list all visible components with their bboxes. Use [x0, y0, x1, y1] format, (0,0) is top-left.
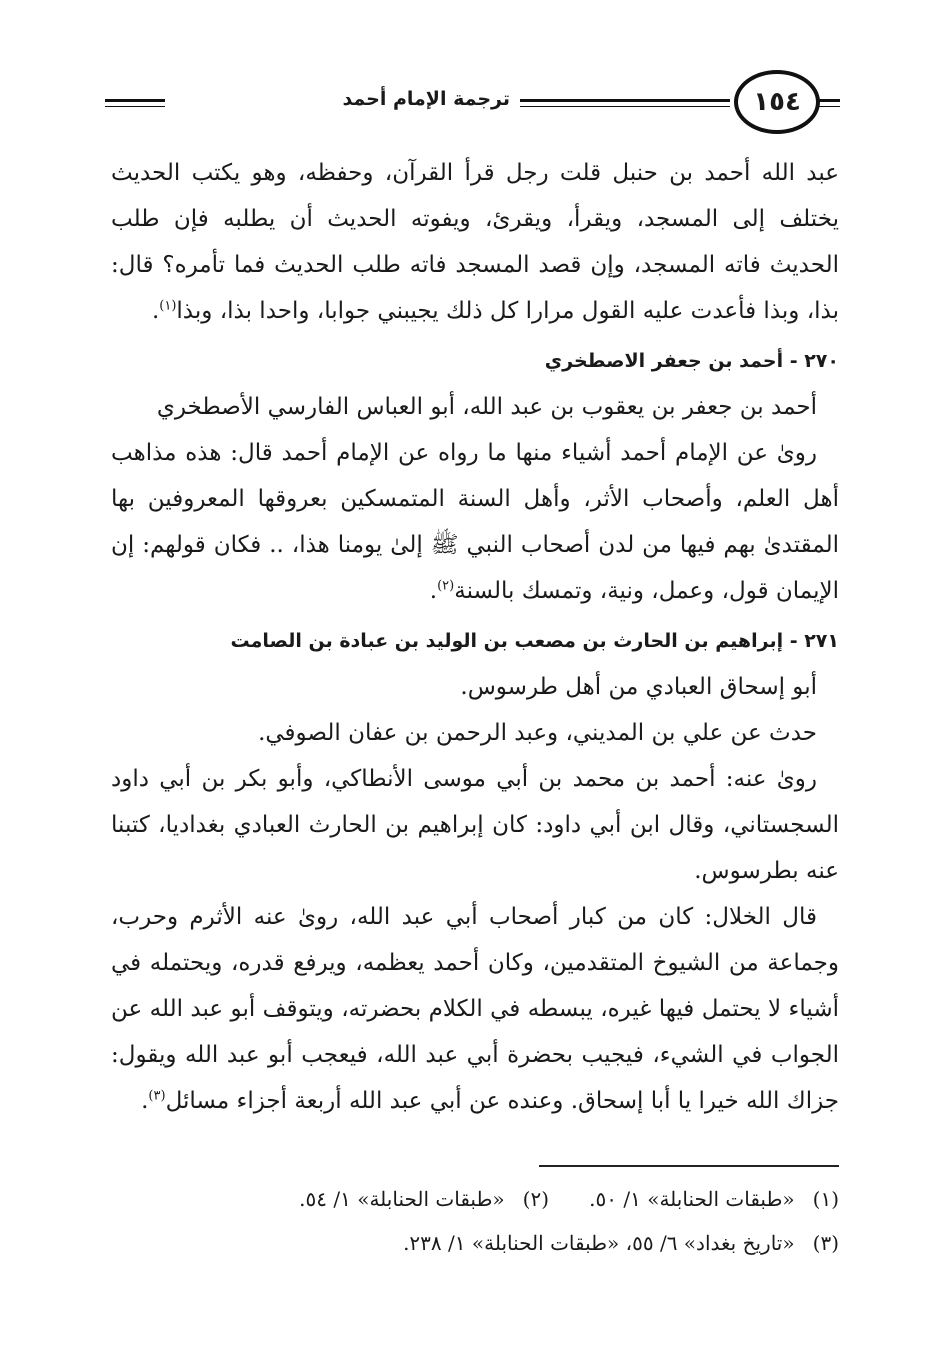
running-title: ترجمة الإمام أحمد	[342, 88, 510, 110]
footnote-ref-1[interactable]: (١)	[159, 298, 177, 314]
header-rule-right	[818, 99, 840, 107]
entry-heading-270: ٢٧٠ - أحمد بن جعفر الاصطخري	[544, 350, 839, 372]
page-header	[105, 68, 840, 138]
entry-271-students: روىٰ عنه: أحمد بن محمد بن أبي موسى الأنطاكي، وأبو بكر بن أبي داود السجستاني، وقال ابن أبي داود: كان إبراهيم بن الحارث العبادي بغداديا، كتبنا عنه بطرسوس.	[111, 766, 839, 884]
page-number-badge	[734, 70, 820, 134]
header-rule-left	[105, 99, 165, 107]
entry-270-name: أحمد بن جعفر بن يعقوب بن عبد الله، أبو العباس الفارسي الأصطخري	[156, 394, 817, 420]
entry-270-text: روىٰ عن الإمام أحمد أشياء منها ما رواه عن الإمام أحمد قال: هذه مذاهب أهل العلم، وأصحاب الأثر، وأهل السنة المتمسكين بعروقها المعروفين بها المقتدىٰ بهم فيها من لدن أصحاب النبي ﷺ إلىٰ يومنا هذا، .. فكان قولهم: إن الإيمان قول، وعمل، ونية، وتمسك بالسنة$^{(٢)}$.	[111, 440, 839, 604]
footnote-divider	[539, 1165, 839, 1167]
page-number: ١٥٤	[753, 87, 801, 117]
header-rule-middle	[520, 99, 730, 107]
entry-271-teachers: حدث عن علي بن المديني، وعبد الرحمن بن عفان الصوفي.	[258, 720, 817, 746]
entry-271-kunya: أبو إسحاق العبادي من أهل طرسوس.	[460, 674, 817, 700]
paragraph-continued: عبد الله أحمد بن حنبل قلت رجل قرأ القرآن، وحفظه، وهو يكتب الحديث يختلف إلى المسجد، ويقرأ، ويقرئ، ويفوته الحديث أن يطلبه فإن طلب الحديث فاته المسجد، وإن قصد المسجد فاته طلب الحديث فما تأمره؟ قال: بذا، وبذا فأعدت عليه القول مرارا كل ذلك يجيبني جوابا، واحدا بذا، وبذا$^{(١)}$.	[111, 160, 839, 324]
footnote-ref-3[interactable]: (٣)	[148, 1088, 166, 1104]
footnote-1: (١)«طبقات الحنابلة» ١/ ٥٠.	[589, 1187, 839, 1211]
footnote-row	[111, 1221, 839, 1265]
footnotes	[111, 1165, 839, 1265]
footnote-ref-2[interactable]: (٢)	[437, 578, 455, 594]
entry-heading-271: ٢٧١ - إبراهيم بن الحارث بن مصعب بن الوليد بن عبادة بن الصامت	[230, 630, 839, 652]
footnote-3: (٣)«تاريخ بغداد» ٦/ ٥٥، «طبقات الحنابلة» ١/ ٢٣٨.	[403, 1231, 839, 1255]
entry-271-khallal: قال الخلال: كان من كبار أصحاب أبي عبد الله، روىٰ عنه الأثرم وحرب، وجماعة من الشيوخ المتقدمين، وكان أحمد يعظمه، ويرفع قدره، ويحتمله في أشياء لا يحتمل فيها غيره، يبسطه في الكلام بحضرته، ويتوقف أبو عبد الله عن الجواب في الشيء، فيجيب بحضرة أبي عبد الله، فيعجب أبو عبد الله ويقول: جزاك الله خيرا يا أبا إسحاق. وعنده عن أبي عبد الله أربعة أجزاء مسائل$^{(٣)}$.	[111, 904, 839, 1114]
main-text	[111, 150, 839, 1124]
footnote-2: (٢)«طبقات الحنابلة» ١/ ٥٤.	[299, 1187, 549, 1211]
footnote-row	[111, 1177, 839, 1221]
